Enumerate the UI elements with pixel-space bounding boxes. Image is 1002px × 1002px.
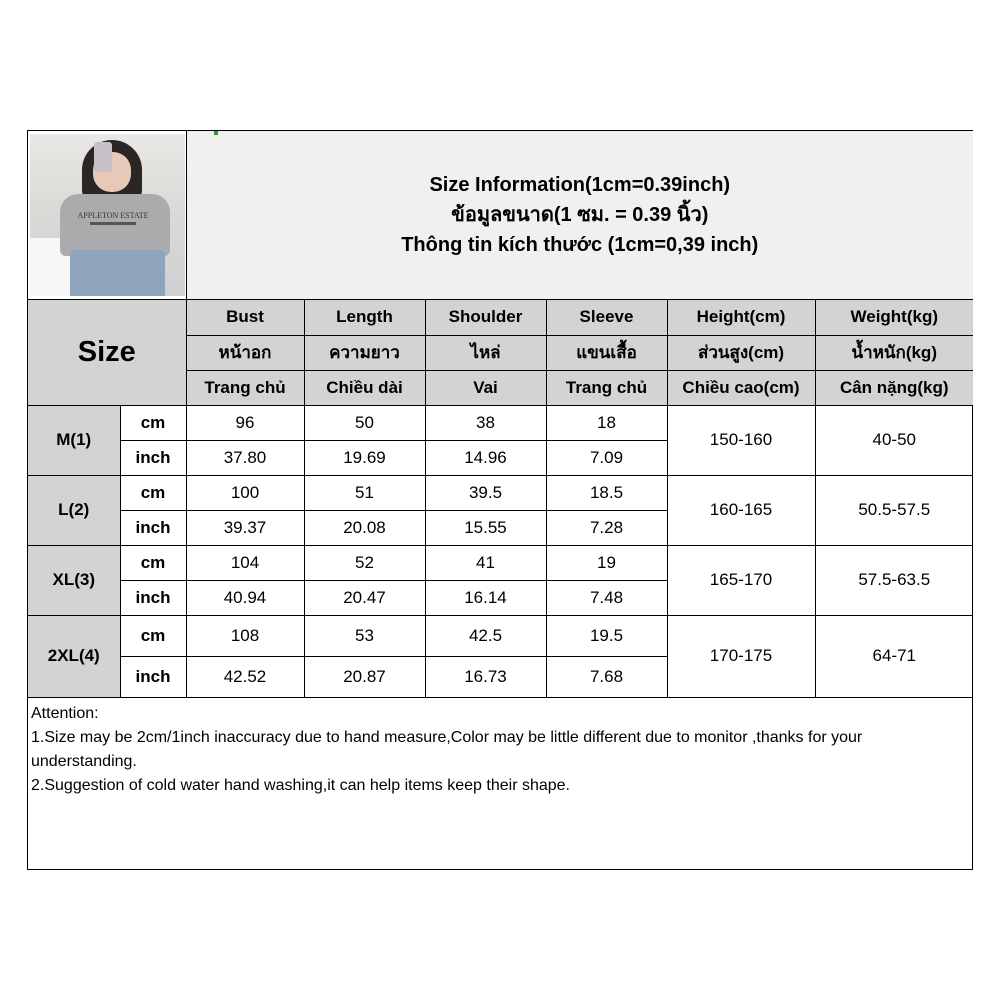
- table-cell: 15.55: [425, 510, 546, 545]
- col-length-vi: Chiều dài: [304, 370, 425, 405]
- table-cell: 104: [186, 545, 304, 580]
- title-block: [186, 131, 973, 299]
- table-cell: 7.48: [546, 580, 667, 615]
- table-cell: 51: [304, 475, 425, 510]
- weight-cell: 40-50: [815, 405, 973, 475]
- table-cell: 42.5: [425, 615, 546, 656]
- table-cell: 108: [186, 615, 304, 656]
- table-cell: 7.68: [546, 656, 667, 697]
- table-cell: 19.5: [546, 615, 667, 656]
- unit-inch: inch: [120, 656, 186, 697]
- height-cell: 170-175: [667, 615, 815, 697]
- table-cell: 20.08: [304, 510, 425, 545]
- col-sleeve-th: แขนเสื้อ: [546, 335, 667, 370]
- title-vietnamese: Thông tin kích thước (1cm=0,39 inch): [401, 233, 759, 256]
- table-cell: 53: [304, 615, 425, 656]
- size-m-label: M(1): [28, 405, 120, 475]
- product-photo: [30, 134, 185, 296]
- height-cell: 160-165: [667, 475, 815, 545]
- height-cell: 150-160: [667, 405, 815, 475]
- table-cell: 41: [425, 545, 546, 580]
- size-chart-sheet: [27, 130, 973, 870]
- unit-inch: inch: [120, 510, 186, 545]
- size-2xl-label: 2XL(4): [28, 615, 120, 697]
- table-cell: 50: [304, 405, 425, 440]
- unit-cm: cm: [120, 405, 186, 440]
- phone-icon: [94, 142, 112, 172]
- weight-cell: 50.5-57.5: [815, 475, 973, 545]
- title-thai: ข้อมูลขนาด(1 ซม. = 0.39 นิ้ว): [451, 203, 709, 226]
- attention-notes: [31, 702, 966, 798]
- col-length-th: ความยาว: [304, 335, 425, 370]
- table-cell: 14.96: [425, 440, 546, 475]
- table-cell: 52: [304, 545, 425, 580]
- col-bust-en: Bust: [186, 299, 304, 335]
- table-cell: 7.28: [546, 510, 667, 545]
- product-photo-cell: [28, 131, 186, 299]
- table-cell: 20.47: [304, 580, 425, 615]
- notes-line-2: 2.Suggestion of cold water hand washing,it can help items keep their shape.: [31, 777, 570, 794]
- shirt-print-text: APPLETON ESTATE: [78, 210, 148, 220]
- col-weight-en: Weight(kg): [815, 299, 973, 335]
- col-height-th: ส่วนสูง(cm): [667, 335, 815, 370]
- notes-line-1: 1.Size may be 2cm/1inch inaccuracy due to hand measure,Color may be little different due to monitor ,thanks for your understanding.: [31, 729, 863, 770]
- col-sleeve-en: Sleeve: [546, 299, 667, 335]
- table-cell: 40.94: [186, 580, 304, 615]
- col-height-en: Height(cm): [667, 299, 815, 335]
- table-cell: 39.5: [425, 475, 546, 510]
- weight-cell: 57.5-63.5: [815, 545, 973, 615]
- col-shoulder-vi: Vai: [425, 370, 546, 405]
- unit-inch: inch: [120, 580, 186, 615]
- size-xl-label: XL(3): [28, 545, 120, 615]
- table-cell: 100: [186, 475, 304, 510]
- height-cell: 165-170: [667, 545, 815, 615]
- size-l-label: L(2): [28, 475, 120, 545]
- col-bust-vi: Trang chủ: [186, 370, 304, 405]
- col-shoulder-th: ไหล่: [425, 335, 546, 370]
- unit-inch: inch: [120, 440, 186, 475]
- table-cell: 39.37: [186, 510, 304, 545]
- notes-heading: Attention:: [31, 705, 99, 722]
- table-cell: 18: [546, 405, 667, 440]
- size-header: Size: [28, 299, 186, 405]
- table-cell: 42.52: [186, 656, 304, 697]
- table-cell: 37.80: [186, 440, 304, 475]
- shirt-print-graphic: [78, 206, 148, 232]
- unit-cm: cm: [120, 615, 186, 656]
- table-cell: 96: [186, 405, 304, 440]
- table-cell: 16.73: [425, 656, 546, 697]
- unit-cm: cm: [120, 545, 186, 580]
- col-bust-th: หน้าอก: [186, 335, 304, 370]
- unit-cm: cm: [120, 475, 186, 510]
- table-cell: 19.69: [304, 440, 425, 475]
- col-weight-th: น้ำหนัก(kg): [815, 335, 973, 370]
- col-shoulder-en: Shoulder: [425, 299, 546, 335]
- col-sleeve-vi: Trang chủ: [546, 370, 667, 405]
- size-table: [28, 131, 973, 698]
- weight-cell: 64-71: [815, 615, 973, 697]
- table-cell: 38: [425, 405, 546, 440]
- table-cell: 20.87: [304, 656, 425, 697]
- col-length-en: Length: [304, 299, 425, 335]
- table-cell: 7.09: [546, 440, 667, 475]
- table-cell: 16.14: [425, 580, 546, 615]
- table-cell: 19: [546, 545, 667, 580]
- col-height-vi: Chiều cao(cm): [667, 370, 815, 405]
- table-cell: 18.5: [546, 475, 667, 510]
- title-english: Size Information(1cm=0.39inch): [429, 173, 731, 196]
- col-weight-vi: Cân nặng(kg): [815, 370, 973, 405]
